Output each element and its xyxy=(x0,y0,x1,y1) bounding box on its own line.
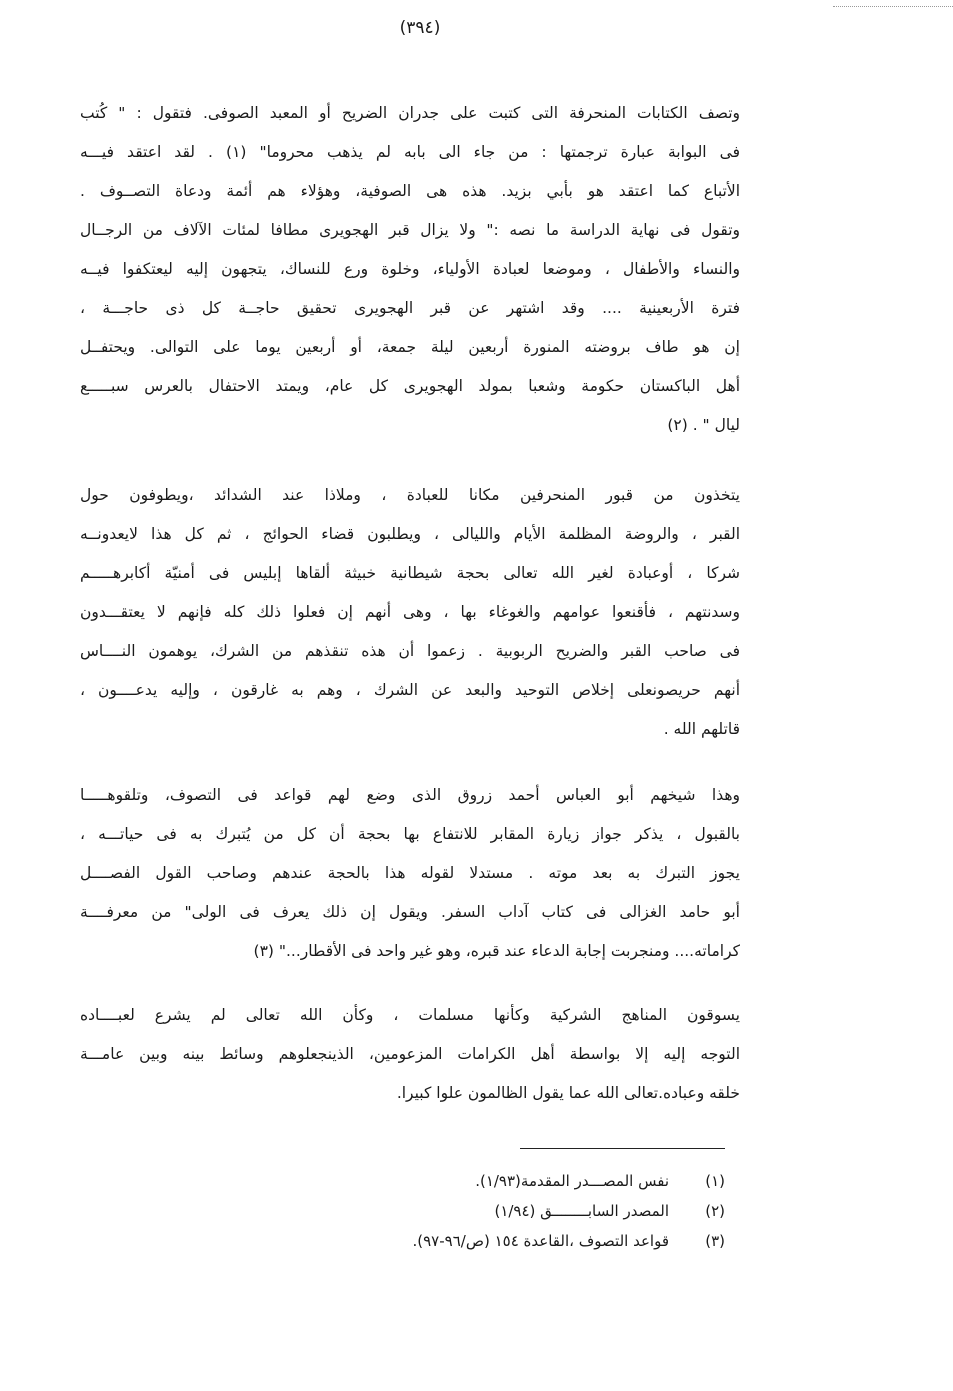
paragraph-2 xyxy=(80,476,740,749)
text-line: بالقبول ، يذكر جواز زيارة المقابر للانتفاع بها بحجة أن كل من يُتبرك به فى حياتـــه ، xyxy=(80,825,740,843)
text-line: فى صاحب القبر والضريح الربوبية . زعموا أن هذه تنقذهم من الشرك، يوهمون النــــاس xyxy=(80,642,740,660)
footnote-number: (٣) xyxy=(705,1232,725,1250)
paragraph-3 xyxy=(80,776,740,971)
text-line: خلقه وعباده.تعالى الله عما يقول الظالمون علوا كبيرا. xyxy=(396,1084,740,1102)
text-line: التوجه إليه إلا بواسطة أهل الكرامات المزعومين، الذينجعلوهم وسائط بينه وبين عامـــة xyxy=(80,1045,740,1063)
text-line: فى البوابة عبارة ترجمتها : من جاء الى بابه لم يذهب محروما" (١) . لقد اعتقد فيـــه xyxy=(80,143,740,161)
footnote-1 xyxy=(300,1166,725,1196)
text-line: فترة الأربعينية .... وقد اشتهر عن قبر الهجويرى تحقيق حاجــة كل ذى حاجـــة ، xyxy=(80,299,740,317)
text-line: يجوز التبرك به بعد موته . مستدلا لقوله هذا بالحجة عندهم وصاحب القول الفصــــل xyxy=(80,864,740,882)
text-line: أهل الباكستان حكومة وشعبا بمولد الهجويرى كل عام، ويمتد الاحتفال بالعرس سبـــــع xyxy=(80,377,740,395)
footnote-2 xyxy=(300,1196,725,1226)
footnote-text: قواعد التصوف ،القاعدة ١٥٤ (ص/٩٦-٩٧). xyxy=(412,1232,669,1250)
text-line: الأتباع كما اعتقد هو بأبي بزيد. هذه هى الصوفية، وهؤلاء هم أئمة ودعاة التصــوف . xyxy=(80,182,740,200)
text-line: وسدنتهم ، فأقنعوا عوامهم والغوغاء بها ، وهى أنهم إن فعلوا ذلك كله فإنهم لا يعتقـــدون xyxy=(80,603,740,621)
text-line: وهذا شيخهم أبو العباس أحمد زروق الذى وضع لهم قواعد فى التصوف، وتلقوهـــــا xyxy=(80,786,740,804)
text-line: ليال " . (٢) xyxy=(667,416,740,434)
footnote-number: (١) xyxy=(705,1172,725,1190)
footnote-text: المصدر السابــــــــق (١/٩٤) xyxy=(494,1202,669,1220)
paragraph-1 xyxy=(80,94,740,445)
text-line: يتخذون من قبور المنحرفين مكانا للعبادة ، وملاذا عند الشدائد ،ويطوفون حول xyxy=(80,486,740,504)
text-line: أبو حامد الغزالى فى كتاب آداب السفر. ويقول إن ذلك يعرف فى الولى" من معرفــــة xyxy=(80,903,740,921)
footnote-3 xyxy=(300,1226,725,1256)
footnotes xyxy=(300,1166,725,1256)
text-line: وتقول فى نهاية الدراسة ما نصه :" ولا يزال قبر الهجويرى مطافا لمئات الآلاف من الرجــال xyxy=(80,221,740,239)
footnote-text: نفس المصـــدر المقدمة(١/٩٣). xyxy=(475,1172,669,1190)
text-line: يسوقون المناهج الشركية وكأنها مسلمات ، وكأن الله تعالى لم يشرع لعبــــاده xyxy=(80,1006,740,1024)
text-line: والنساء والأطفال ، وموضعا لعبادة الأولياء، وخلوة ورع للنساك، يتجهون إليه ليعتكفوا فيــه xyxy=(80,260,740,278)
text-line: القبر ، والروضة المظلمة الأيام والليالى ، ويطلبون قضاء الحوائج ، ثم كل هذا لايعدونــه xyxy=(80,525,740,543)
text-line: وتصف الكتابات المنحرفة التى كتبت على جدران الضريح أو المعبد الصوفى. فتقول : " كُتب xyxy=(80,104,740,122)
page-number: (٣٩٤) xyxy=(399,18,441,38)
text-line: إن هو طاف بروضته المنورة أربعين ليلة جمعة، أو أربعين يوما على التوالى. ويحتفــل xyxy=(80,338,740,356)
paragraph-4 xyxy=(80,996,740,1113)
footnote-number: (٢) xyxy=(705,1202,725,1220)
text-line: كراماته.... ومنجربت إجابة الدعاء عند قبره، وهو غير واحد فى الأقطار..." (٣) xyxy=(253,942,740,960)
scan-edge-mark xyxy=(833,6,953,7)
text-line: قاتلهم الله . xyxy=(663,720,740,738)
text-line: شركا ، أوعبادة لغير الله تعالى بحجة شيطانية خبيثة ألقاها إبليس فى أمنيّة أكابرهـــــم xyxy=(80,564,740,582)
text-line: أنهم حريصونعلى إخلاص التوحيد والبعد عن الشرك ، وهم به غارقون ، وإليه يدعــــون ، xyxy=(80,681,740,699)
footnote-separator xyxy=(520,1148,725,1149)
